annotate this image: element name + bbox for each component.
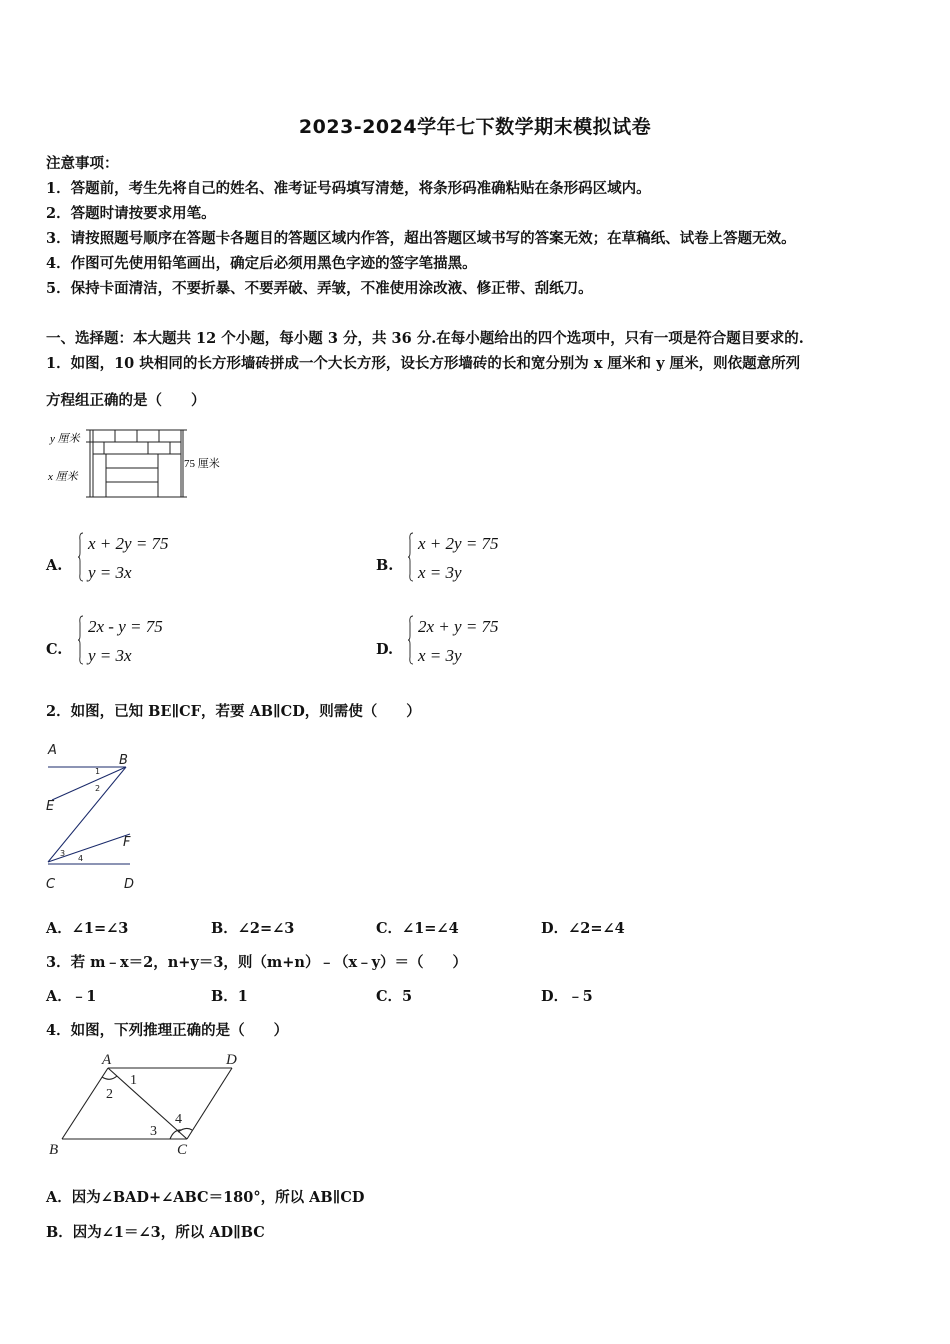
q1-option-b-eq2: x = 3y — [418, 563, 462, 582]
q2-option-d — [541, 917, 625, 938]
q2-option-a-text: ∠1=∠3 — [71, 920, 129, 937]
q1-fig-x-label: x 厘米 — [48, 471, 78, 483]
q2-option-b-text: ∠2=∠3 — [237, 920, 295, 937]
q1-stem-line1: 1．如图，10 块相同的长方形墙砖拼成一个大长方形，设长方形墙砖的长和宽分别为 x 厘米和 y 厘米，则依题意所列 — [46, 355, 801, 372]
q2-figure — [40, 738, 150, 898]
q4-label-c: C — [177, 1142, 188, 1158]
notice-item: 3．请按照题号顺序在答题卡各题目的答题区域内作答，超出答题区域书写的答案无效；在草稿纸、试卷上答题无效。 — [46, 230, 796, 247]
q4-label-b: B — [49, 1142, 59, 1158]
notice-item: 2．答题时请按要求用笔。 — [46, 205, 216, 222]
q2-angle-2: 2 — [95, 784, 101, 793]
q3-option-d — [541, 985, 593, 1006]
brace-icon — [78, 615, 84, 665]
q2-angle-1: 1 — [95, 767, 101, 776]
q2-angle-3: 3 — [60, 849, 66, 858]
q2-option-b-label: B． — [211, 920, 238, 937]
q3-option-d-text: ﹣5 — [568, 988, 593, 1005]
q4-label-d: D — [226, 1052, 237, 1068]
q4-option-b: B．因为∠1＝∠3，所以 AD∥BC — [46, 1224, 265, 1241]
q2-option-a — [46, 917, 128, 938]
notice-item: 4．作图可先使用铅笔画出，确定后必须用黑色字迹的签字笔描黑。 — [46, 255, 477, 272]
q1-option-b-eq1: x + 2y = 75 — [418, 534, 499, 553]
q4-parallelogram-figure — [44, 1050, 244, 1160]
brace-icon — [408, 532, 414, 582]
q4-angle-4: 4 — [175, 1112, 182, 1127]
q3-option-a — [46, 985, 96, 1006]
q1-option-c-eq1: 2x - y = 75 — [88, 617, 163, 636]
q1-option-d-eq1: 2x + y = 75 — [418, 617, 499, 636]
q2-label-b: B — [119, 753, 128, 768]
q2-option-d-label: D． — [541, 920, 569, 937]
q2-option-c-label: C． — [376, 920, 403, 937]
q2-label-d: D — [124, 877, 135, 892]
q3-option-b-text: 1 — [237, 988, 248, 1005]
q3-stem: 3．若 m﹣x＝2，n+y＝3，则（m+n）﹣（x﹣y）＝（ ） — [46, 954, 468, 971]
q2-angle-4: 4 — [78, 854, 84, 863]
notice-item: 5．保持卡面清洁，不要折暴、不要弄破、弄皱，不准使用涂改液、修正带、刮纸刀。 — [46, 280, 593, 297]
q1-fig-y-label: y 厘米 — [50, 433, 80, 445]
q2-stem: 2．如图，已知 BE∥CF，若要 AB∥CD，则需使（ ） — [46, 703, 421, 720]
q4-label-a: A — [102, 1052, 112, 1068]
q1-option-d-eq2: x = 3y — [418, 646, 462, 665]
q2-option-a-label: A． — [46, 920, 72, 937]
q1-option-a-eq2: y = 3x — [88, 563, 132, 582]
q2-label-f: F — [123, 835, 131, 850]
q3-option-a-text: ﹣1 — [71, 988, 97, 1005]
brace-icon — [78, 532, 84, 582]
q1-option-b-label: B. — [376, 557, 394, 574]
q1-option-c-label: C. — [46, 641, 63, 658]
q4-angle-1: 1 — [130, 1073, 137, 1088]
q3-option-d-label: D． — [541, 988, 569, 1005]
notice-item: 1．答题前，考生先将自己的姓名、准考证号码填写清楚，将条形码准确粘贴在条形码区域内。 — [46, 180, 651, 197]
q3-option-c-text: 5 — [402, 988, 413, 1005]
q2-label-c: C — [46, 877, 56, 892]
q4-stem: 4．如图，下列推理正确的是（ ） — [46, 1022, 289, 1039]
q2-option-d-text: ∠2=∠4 — [568, 920, 625, 937]
q4-option-a: A．因为∠BAD+∠ABC＝180°，所以 AB∥CD — [46, 1189, 365, 1206]
q1-brick-figure — [44, 420, 234, 502]
q4-angle-3: 3 — [150, 1124, 157, 1139]
q1-option-a-eq1: x + 2y = 75 — [88, 534, 169, 553]
q4-angle-2: 2 — [106, 1087, 113, 1102]
q2-label-e: E — [46, 799, 55, 814]
q3-option-b-label: B． — [211, 988, 238, 1005]
q2-option-b — [211, 917, 294, 938]
q2-option-c-text: ∠1=∠4 — [402, 920, 459, 937]
q2-option-c — [376, 917, 459, 938]
notice-heading: 注意事项： — [46, 155, 119, 172]
q1-stem-line2: 方程组正确的是（ ） — [46, 392, 206, 409]
q3-option-c — [376, 985, 412, 1006]
q3-option-a-label: A． — [46, 988, 72, 1005]
q2-label-a: A — [48, 743, 57, 758]
q3-option-b — [211, 985, 248, 1006]
q1-option-d-label: D. — [376, 641, 394, 658]
brace-icon — [408, 615, 414, 665]
q1-option-c-eq2: y = 3x — [88, 646, 132, 665]
q1-option-a-label: A. — [46, 557, 63, 574]
section-heading: 一、选择题：本大题共 12 个小题，每小题 3 分，共 36 分.在每小题给出的四个选项中，只有一项是符合题目要求的. — [46, 330, 804, 347]
q3-option-c-label: C． — [376, 988, 403, 1005]
page-title: 2023-2024学年七下数学期末模拟试卷 — [298, 116, 652, 138]
q1-fig-height-label: 75 厘米 — [184, 458, 220, 470]
